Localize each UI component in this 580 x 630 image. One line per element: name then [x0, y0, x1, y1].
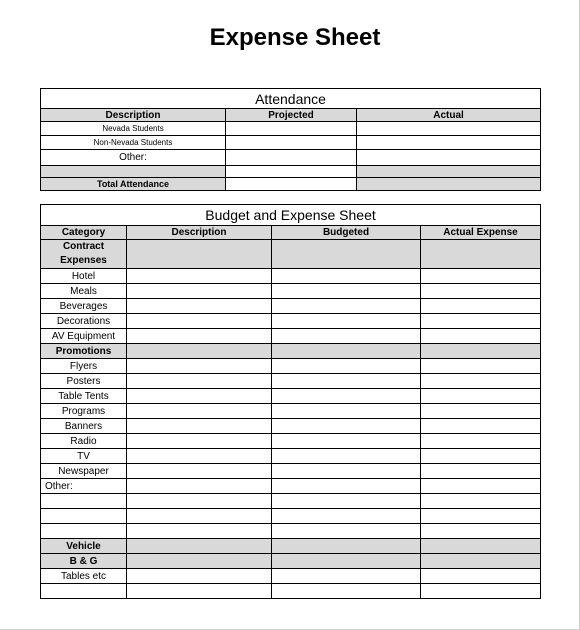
- actual-expense-cell[interactable]: [421, 434, 541, 449]
- category-label: Beverages: [41, 299, 127, 314]
- budgeted-cell[interactable]: [272, 584, 421, 599]
- table-row: [41, 509, 541, 524]
- budget-header-category: Category: [41, 226, 127, 240]
- blank-cell: [272, 240, 421, 269]
- category-label: Posters: [41, 374, 127, 389]
- description-cell[interactable]: [127, 479, 272, 494]
- section-row: [41, 539, 541, 554]
- blank-cell[interactable]: [41, 494, 127, 509]
- section-row: [41, 344, 541, 359]
- projected-cell[interactable]: [226, 136, 357, 150]
- attendance-header-actual: Actual: [357, 109, 541, 122]
- vehicle-heading: Vehicle: [41, 539, 127, 554]
- section-row: [41, 240, 541, 269]
- category-label: Radio: [41, 434, 127, 449]
- blank-cell: [421, 344, 541, 359]
- category-label: Programs: [41, 404, 127, 419]
- attendance-header-projected: Projected: [226, 109, 357, 122]
- table-row: [41, 404, 541, 419]
- budget-table: [40, 204, 541, 599]
- description-cell[interactable]: [127, 314, 272, 329]
- expenses-line: Expenses: [60, 255, 107, 266]
- attendance-row-label: Nevada Students: [41, 122, 226, 136]
- description-cell[interactable]: [127, 434, 272, 449]
- table-row: [41, 284, 541, 299]
- blank-cell[interactable]: [41, 524, 127, 539]
- table-row: [41, 269, 541, 284]
- actual-cell[interactable]: [357, 136, 541, 150]
- budgeted-cell[interactable]: [272, 449, 421, 464]
- budgeted-cell[interactable]: [272, 479, 421, 494]
- table-row: [41, 479, 541, 494]
- budgeted-cell[interactable]: [272, 389, 421, 404]
- table-row: [41, 494, 541, 509]
- table-row: [41, 434, 541, 449]
- actual-cell[interactable]: [357, 166, 541, 178]
- page-title: Expense Sheet: [209, 24, 381, 51]
- blank-cell[interactable]: [41, 509, 127, 524]
- category-label: Meals: [41, 284, 127, 299]
- category-label: Decorations: [41, 314, 127, 329]
- blank-cell: [272, 344, 421, 359]
- table-row: [41, 584, 541, 599]
- blank-cell: [127, 539, 272, 554]
- table-row: [41, 449, 541, 464]
- projected-total-cell[interactable]: [226, 178, 357, 191]
- table-row: [41, 359, 541, 374]
- table-row: [41, 314, 541, 329]
- description-cell[interactable]: [127, 284, 272, 299]
- actual-expense-cell[interactable]: [421, 404, 541, 419]
- actual-cell[interactable]: [357, 122, 541, 136]
- other-label: Other:: [41, 479, 127, 494]
- projected-cell[interactable]: [226, 122, 357, 136]
- table-row: [41, 166, 541, 178]
- actual-expense-cell[interactable]: [421, 464, 541, 479]
- table-row: [41, 329, 541, 344]
- category-label: Banners: [41, 419, 127, 434]
- category-label: Flyers: [41, 359, 127, 374]
- table-row: [41, 299, 541, 314]
- attendance-caption: Attendance: [41, 89, 541, 109]
- description-cell[interactable]: [127, 389, 272, 404]
- table-row: [41, 464, 541, 479]
- blank-cell: [41, 166, 226, 178]
- description-cell[interactable]: [127, 464, 272, 479]
- table-row: [41, 524, 541, 539]
- description-cell[interactable]: [127, 584, 272, 599]
- contract-line: Contract: [62, 241, 105, 252]
- category-label: Hotel: [41, 269, 127, 284]
- budgeted-cell[interactable]: [272, 509, 421, 524]
- actual-expense-cell[interactable]: [421, 584, 541, 599]
- budgeted-cell[interactable]: [272, 329, 421, 344]
- attendance-row-label: Other:: [41, 150, 226, 166]
- actual-cell[interactable]: [357, 150, 541, 166]
- table-row: [41, 178, 541, 191]
- description-cell[interactable]: [127, 524, 272, 539]
- attendance-table: [40, 88, 541, 191]
- actual-expense-cell[interactable]: [421, 494, 541, 509]
- description-cell[interactable]: [127, 494, 272, 509]
- category-label: Newspaper: [41, 464, 127, 479]
- blank-cell: [421, 240, 541, 269]
- actual-expense-cell[interactable]: [421, 374, 541, 389]
- table-row: [41, 374, 541, 389]
- blank-cell: [421, 539, 541, 554]
- actual-expense-cell[interactable]: [421, 359, 541, 374]
- actual-expense-cell[interactable]: [421, 314, 541, 329]
- table-row: [41, 122, 541, 136]
- description-cell[interactable]: [127, 374, 272, 389]
- blank-cell: [127, 554, 272, 569]
- category-label: Tables etc: [41, 569, 127, 584]
- category-label: AV Equipment: [41, 329, 127, 344]
- actual-expense-cell[interactable]: [421, 419, 541, 434]
- actual-expense-cell[interactable]: [421, 569, 541, 584]
- budgeted-cell[interactable]: [272, 434, 421, 449]
- budgeted-cell[interactable]: [272, 314, 421, 329]
- attendance-row-label: Non-Nevada Students: [41, 136, 226, 150]
- promotions-heading: Promotions: [41, 344, 127, 359]
- table-row: [41, 136, 541, 150]
- projected-cell[interactable]: [226, 150, 357, 166]
- blank-cell: [272, 554, 421, 569]
- budgeted-cell[interactable]: [272, 524, 421, 539]
- description-cell[interactable]: [127, 419, 272, 434]
- budgeted-cell[interactable]: [272, 269, 421, 284]
- description-cell[interactable]: [127, 329, 272, 344]
- budgeted-cell[interactable]: [272, 299, 421, 314]
- blank-cell: [272, 539, 421, 554]
- category-label: Table Tents: [41, 389, 127, 404]
- projected-cell[interactable]: [226, 166, 357, 178]
- budget-caption: Budget and Expense Sheet: [41, 205, 541, 226]
- contract-expenses-heading: [41, 240, 127, 269]
- blank-cell: [127, 240, 272, 269]
- blank-cell: [127, 344, 272, 359]
- actual-expense-cell[interactable]: [421, 479, 541, 494]
- table-row: [41, 150, 541, 166]
- actual-expense-cell[interactable]: [421, 524, 541, 539]
- category-label: TV: [41, 449, 127, 464]
- actual-expense-cell[interactable]: [421, 284, 541, 299]
- budgeted-cell[interactable]: [272, 404, 421, 419]
- actual-total-cell[interactable]: [357, 178, 541, 191]
- actual-expense-cell[interactable]: [421, 449, 541, 464]
- budgeted-cell[interactable]: [272, 419, 421, 434]
- bg-heading: B & G: [41, 554, 127, 569]
- budgeted-cell[interactable]: [272, 374, 421, 389]
- table-row: [41, 389, 541, 404]
- description-cell[interactable]: [127, 269, 272, 284]
- actual-expense-cell[interactable]: [421, 299, 541, 314]
- description-cell[interactable]: [127, 449, 272, 464]
- description-cell[interactable]: [127, 509, 272, 524]
- description-cell[interactable]: [127, 359, 272, 374]
- description-cell[interactable]: [127, 569, 272, 584]
- blank-cell: [421, 554, 541, 569]
- blank-cell[interactable]: [41, 584, 127, 599]
- section-row: [41, 554, 541, 569]
- attendance-header-description: Description: [41, 109, 226, 122]
- actual-expense-cell[interactable]: [421, 269, 541, 284]
- budgeted-cell[interactable]: [272, 569, 421, 584]
- budgeted-cell[interactable]: [272, 284, 421, 299]
- actual-expense-cell[interactable]: [421, 389, 541, 404]
- budgeted-cell[interactable]: [272, 494, 421, 509]
- table-row: [41, 569, 541, 584]
- budget-header-actual-expense: Actual Expense: [421, 226, 541, 240]
- table-row: [41, 419, 541, 434]
- budget-header-description: Description: [127, 226, 272, 240]
- total-attendance-label: Total Attendance: [41, 178, 226, 191]
- actual-expense-cell[interactable]: [421, 329, 541, 344]
- budgeted-cell[interactable]: [272, 464, 421, 479]
- budgeted-cell[interactable]: [272, 359, 421, 374]
- actual-expense-cell[interactable]: [421, 509, 541, 524]
- budget-header-budgeted: Budgeted: [272, 226, 421, 240]
- description-cell[interactable]: [127, 299, 272, 314]
- description-cell[interactable]: [127, 404, 272, 419]
